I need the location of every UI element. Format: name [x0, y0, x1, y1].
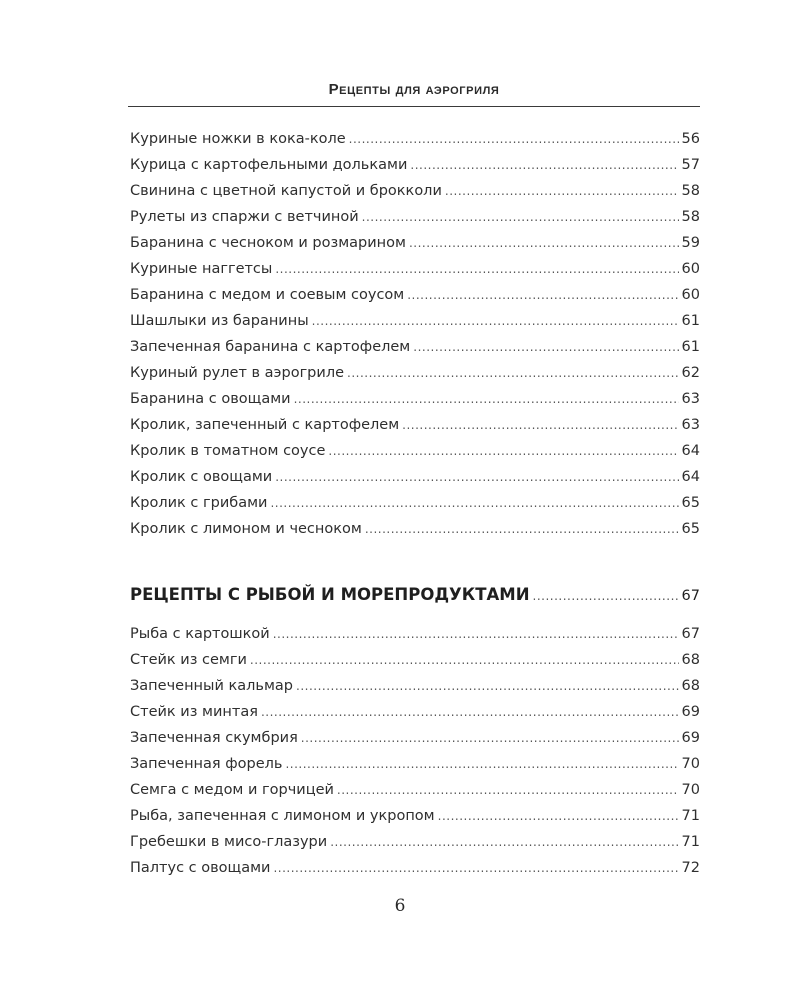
toc-entry[interactable] [130, 673, 700, 699]
entry-page: 70 [681, 756, 700, 772]
entry-title: Запеченная форель [130, 756, 283, 772]
dot-leader [445, 178, 679, 204]
dot-leader [312, 308, 679, 334]
entry-title: Баранина с медом и соевым соусом [130, 287, 405, 303]
entry-page: 62 [681, 365, 700, 381]
toc-entry[interactable] [130, 438, 700, 464]
running-head-title: Рецепты для аэрогриля [328, 81, 500, 98]
dot-leader [410, 152, 678, 178]
dot-leader [337, 777, 679, 803]
toc-entry[interactable] [130, 282, 700, 308]
toc-entry[interactable] [130, 829, 700, 855]
entry-title: Рулеты из спаржи с ветчиной [130, 209, 359, 225]
entry-title: Запеченный кальмар [130, 678, 293, 694]
entry-page: 68 [681, 652, 700, 668]
dot-leader [362, 204, 679, 230]
toc-section-fish [130, 581, 700, 609]
entry-page: 71 [681, 834, 700, 850]
toc-entry[interactable] [130, 490, 700, 516]
entry-page: 61 [681, 313, 700, 329]
toc-entry[interactable] [130, 230, 700, 256]
toc-entry[interactable] [130, 777, 700, 803]
entry-title: Запеченная баранина с картофелем [130, 339, 411, 355]
entry-page: 68 [681, 678, 700, 694]
toc-entry[interactable] [130, 308, 700, 334]
toc-entry[interactable] [130, 152, 700, 178]
entry-title: Гребешки в мисо-глазури [130, 834, 328, 850]
dot-leader [402, 412, 678, 438]
dot-leader [347, 360, 679, 386]
dot-leader [250, 647, 679, 673]
entry-page: 57 [681, 157, 700, 173]
toc-entry[interactable] [130, 751, 700, 777]
entry-page: 56 [681, 131, 700, 147]
entry-page: 63 [681, 391, 700, 407]
toc-list-fish [130, 621, 700, 881]
section-heading[interactable] [130, 581, 700, 609]
page-number: 6 [394, 896, 406, 916]
dot-leader [273, 621, 679, 647]
entry-title: Стейк из семги [130, 652, 247, 668]
entry-page: 67 [681, 626, 700, 642]
toc-entry[interactable] [130, 855, 700, 881]
toc-entry[interactable] [130, 412, 700, 438]
dot-leader [328, 438, 678, 464]
dot-leader [409, 230, 679, 256]
entry-title: Кролик с грибами [130, 495, 268, 511]
dot-leader [533, 582, 679, 610]
dot-leader [407, 282, 678, 308]
dot-leader [365, 516, 679, 542]
dot-leader [413, 334, 678, 360]
entry-title: Куриный рулет в аэрогриле [130, 365, 345, 381]
entry-title: Баранина с овощами [130, 391, 291, 407]
toc-entry[interactable] [130, 621, 700, 647]
dot-leader [438, 803, 679, 829]
entry-title: Кролик с лимоном и чесноком [130, 521, 362, 537]
entry-title: Запеченная скумбрия [130, 730, 298, 746]
entry-page: 69 [681, 730, 700, 746]
toc-entry[interactable] [130, 464, 700, 490]
entry-page: 70 [681, 782, 700, 798]
dot-leader [285, 751, 678, 777]
entry-title: Стейк из минтая [130, 704, 258, 720]
toc-entry[interactable] [130, 699, 700, 725]
toc-entry[interactable] [130, 204, 700, 230]
entry-title: Рыба с картошкой [130, 626, 270, 642]
section-page: 67 [681, 588, 700, 604]
dot-leader [349, 126, 679, 152]
toc-entry[interactable] [130, 256, 700, 282]
entry-page: 64 [681, 443, 700, 459]
entry-title: Баранина с чесноком и розмарином [130, 235, 406, 251]
toc-group-meat [130, 126, 700, 542]
toc-entry[interactable] [130, 647, 700, 673]
entry-title: Кролик с овощами [130, 469, 273, 485]
running-head [128, 79, 700, 107]
dot-leader [275, 464, 678, 490]
toc-entry[interactable] [130, 334, 700, 360]
section-title: РЕЦЕПТЫ С РЫБОЙ И МОРЕПРОДУКТАМИ [130, 585, 530, 604]
entry-page: 65 [681, 521, 700, 537]
entry-page: 58 [681, 209, 700, 225]
entry-page: 64 [681, 469, 700, 485]
entry-page: 72 [681, 860, 700, 876]
dot-leader [261, 699, 679, 725]
entry-page: 58 [681, 183, 700, 199]
entry-page: 69 [681, 704, 700, 720]
toc-entry[interactable] [130, 725, 700, 751]
dot-leader [301, 725, 679, 751]
toc-group-fish [130, 621, 700, 881]
entry-page: 60 [681, 261, 700, 277]
toc-entry[interactable] [130, 126, 700, 152]
entry-page: 61 [681, 339, 700, 355]
entry-title: Шашлыки из баранины [130, 313, 309, 329]
entry-title: Курица с картофельными дольками [130, 157, 408, 173]
dot-leader [330, 829, 678, 855]
dot-leader [296, 673, 679, 699]
toc-entry[interactable] [130, 360, 700, 386]
entry-title: Куриные наггетсы [130, 261, 273, 277]
entry-page: 71 [681, 808, 700, 824]
entry-title: Палтус с овощами [130, 860, 271, 876]
entry-title: Кролик, запеченный с картофелем [130, 417, 400, 433]
entry-page: 63 [681, 417, 700, 433]
dot-leader [273, 855, 678, 881]
toc-list-meat [130, 126, 700, 542]
toc-entry[interactable] [130, 803, 700, 829]
entry-title: Свинина с цветной капустой и брокколи [130, 183, 442, 199]
toc-entry[interactable] [130, 516, 700, 542]
entry-title: Куриные ножки в кока-коле [130, 131, 346, 147]
entry-title: Семга с медом и горчицей [130, 782, 334, 798]
entry-title: Кролик в томатном соусе [130, 443, 326, 459]
dot-leader [270, 490, 678, 516]
toc-entry[interactable] [130, 178, 700, 204]
toc-entry[interactable] [130, 386, 700, 412]
dot-leader [294, 386, 679, 412]
entry-page: 60 [681, 287, 700, 303]
dot-leader [275, 256, 678, 282]
entry-title: Рыба, запеченная с лимоном и укропом [130, 808, 435, 824]
entry-page: 65 [681, 495, 700, 511]
entry-page: 59 [681, 235, 700, 251]
